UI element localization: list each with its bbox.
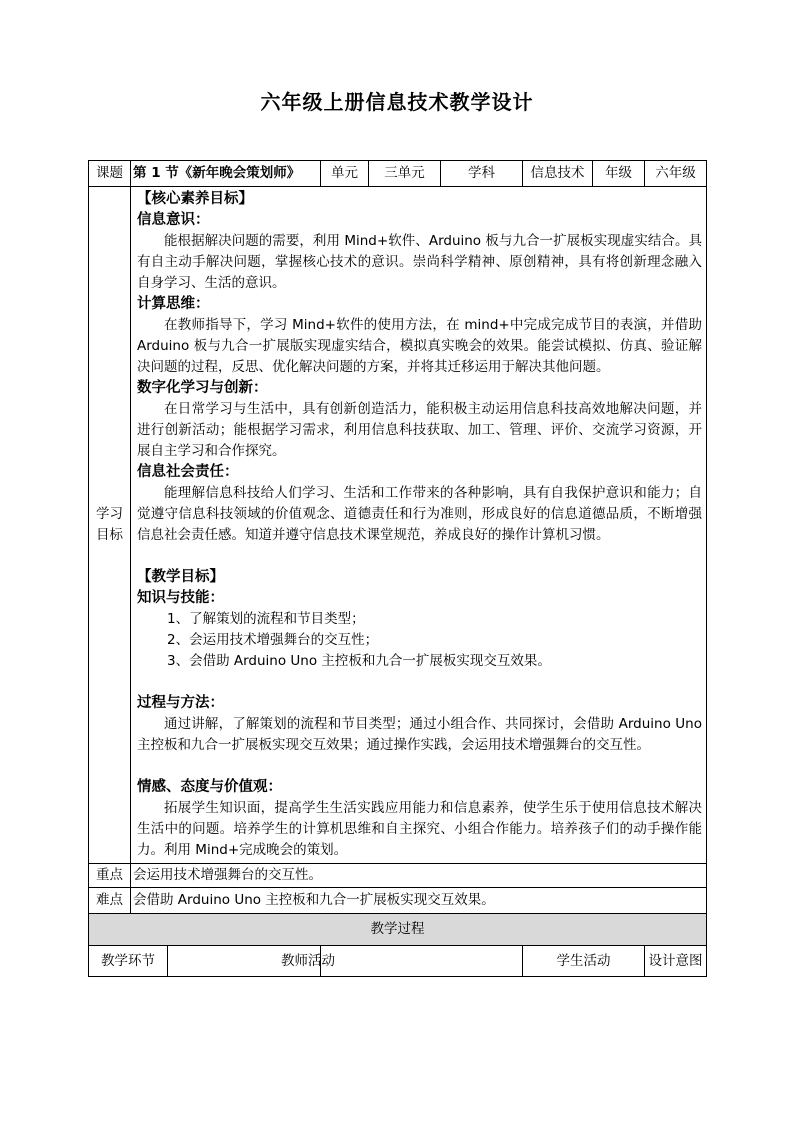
emotion-title: 情感、态度与价值观：	[137, 779, 282, 795]
subject-value: 信息技术	[523, 161, 593, 187]
difficulty-row	[89, 888, 707, 914]
header-row	[89, 161, 707, 187]
process-col-teacher-label: 教师活动	[281, 952, 335, 969]
unit-label: 单元	[321, 161, 369, 187]
process-col-teacher	[281, 946, 523, 977]
emotion-text: 拓展学生知识面，提高学生生活实践应用能力和信息素养，使学生乐于使用信息技术解决生活中的问题。培养学生的计算机思维和自主探究、小组合作能力。培养孩子们的动手操作能力。利用 Mind+完成晚会的策划。	[137, 800, 702, 858]
core-3-title: 数字化学习与创新：	[137, 380, 268, 396]
teaching-heading: 【教学目标】	[137, 569, 224, 585]
grade-label: 年级	[593, 161, 645, 187]
difficulty-text: 会借助 Arduino Uno 主控板和九合一扩展板实现交互效果。	[131, 888, 707, 914]
core-heading: 【核心素养目标】	[137, 191, 253, 207]
knowledge-item-3: 3、会借助 Arduino Uno 主控板和九合一扩展板实现交互效果。	[167, 653, 551, 669]
difficulty-label: 难点	[89, 888, 131, 914]
key-point-label: 重点	[89, 864, 131, 888]
knowledge-title: 知识与技能：	[137, 590, 224, 606]
core-2-text: 在教师指导下，学习 Mind+软件的使用方法，在 mind+中完成完成节目的表演，并借助 Arduino 板与九合一扩展版实现虚实结合，模拟真实晚会的效果。能尝试模拟、仿真、验证解决问题的过程，反思、优化解决问题的方案，并将其迁移运用于解决其他问题。	[137, 317, 702, 375]
knowledge-item-2: 2、会运用技术增强舞台的交互性；	[167, 632, 379, 648]
grade-value: 六年级	[645, 161, 707, 187]
process-col-student: 学生活动	[523, 946, 645, 977]
core-1-title: 信息意识：	[137, 212, 210, 228]
key-point-row	[89, 864, 707, 888]
core-4-text: 能理解信息科技给人们学习、生活和工作带来的各种影响，具有自我保护意识和能力；自觉遵守信息科技领域的价值观念、道德责任和行为准则，形成良好的信息道德品质，不断增强信息社会责任感。知道并遵守信息技术课堂规范，养成良好的操作计算机习惯。	[137, 485, 702, 543]
topic-label: 课题	[89, 161, 131, 187]
goals-label-line1: 学习	[96, 506, 123, 522]
process-title: 过程与方法：	[137, 695, 224, 711]
core-3-text: 在日常学习与生活中，具有创新创造活力，能积极主动运用信息科技高效地解决问题，并进行创新活动；能根据学习需求，利用信息科技获取、加工、管理、评价、交流学习资源，开展自主学习和合作探究。	[137, 401, 702, 459]
goals-label-line2: 目标	[96, 527, 123, 543]
subject-label: 学科	[441, 161, 523, 187]
core-2-title: 计算思维：	[137, 296, 210, 312]
process-columns-row	[89, 946, 707, 977]
core-4-title: 信息社会责任：	[137, 464, 239, 480]
process-heading: 教学过程	[89, 914, 707, 946]
goals-label	[89, 187, 131, 864]
lesson-plan-table	[88, 160, 707, 977]
key-point-text: 会运用技术增强舞台的交互性。	[131, 864, 707, 888]
goals-content	[131, 187, 707, 864]
topic-value: 第 1 节《新年晚会策划师》	[131, 161, 321, 187]
core-1-text: 能根据解决问题的需要，利用 Mind+软件、Arduino 板与九合一扩展板实现虚实结合。具有自主动手解决问题，掌握核心技术的意识。崇尚科学精神、原创精神，具有将创新理念融入自身学习、生活的意识。	[137, 233, 702, 291]
process-heading-row	[89, 914, 707, 946]
page-title: 六年级上册信息技术教学设计	[260, 90, 534, 114]
unit-value: 三单元	[369, 161, 441, 187]
process-col-stage: 教学环节	[89, 946, 168, 976]
process-text: 通过讲解，了解策划的流程和节目类型；通过小组合作、共同探讨，会借助 Arduino Uno 主控板和九合一扩展板实现交互效果；通过操作实践，会运用技术增强舞台的交互性。	[137, 716, 702, 753]
goals-row	[89, 187, 707, 864]
knowledge-item-1: 1、了解策划的流程和节目类型；	[167, 611, 365, 627]
process-col-intent: 设计意图	[645, 946, 707, 977]
